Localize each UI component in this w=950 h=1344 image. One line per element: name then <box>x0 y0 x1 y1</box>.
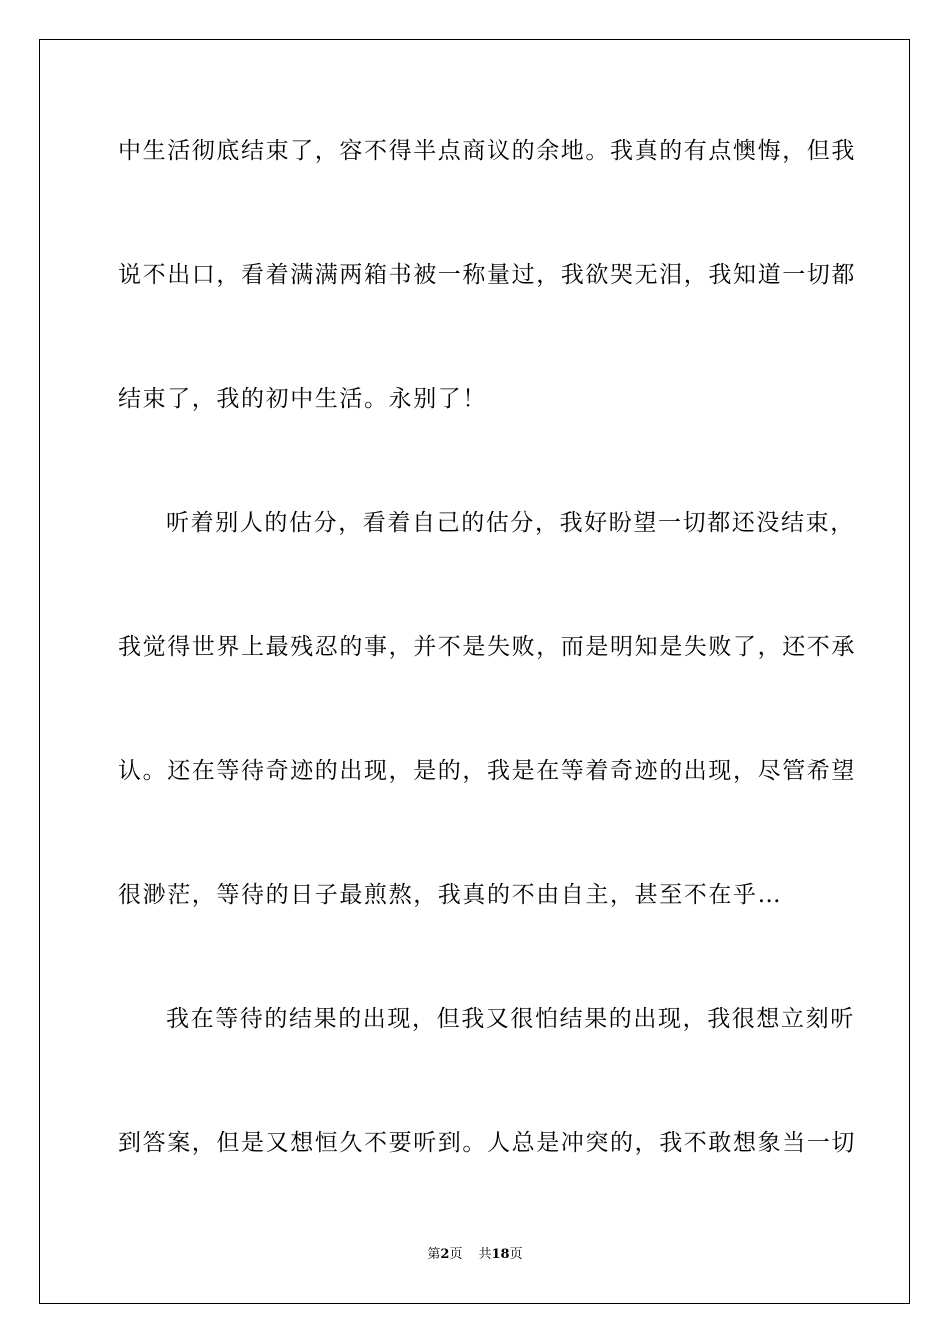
page-suffix: 页 <box>449 1247 463 1262</box>
text-line-1: 中生活彻底结束了，容不得半点商议的余地。我真的有点懊悔，但我 <box>118 138 856 164</box>
text-line-7: 很渺茫，等待的日子最煎熬，我真的不由自主，甚至不在乎… <box>118 882 783 908</box>
total-pages: 18 <box>491 1247 510 1262</box>
text-line-2: 说不出口，看着满满两箱书被一称量过，我欲哭无泪，我知道一切都 <box>118 262 856 288</box>
total-suffix: 页 <box>509 1247 523 1262</box>
total-prefix: 共 <box>478 1247 492 1262</box>
text-line-5: 我觉得世界上最残忍的事，并不是失败，而是明知是失败了，还不承 <box>118 634 856 660</box>
page-number: 2 <box>440 1247 450 1262</box>
text-line-9: 到答案，但是又想恒久不要听到。人总是冲突的，我不敢想象当一切 <box>118 1130 856 1156</box>
text-line-8: 我在等待的结果的出现，但我又很怕结果的出现，我很想立刻听 <box>166 1006 855 1032</box>
text-line-4: 听着别人的估分，看着自己的估分，我好盼望一切都还没结束， <box>166 510 855 536</box>
page-prefix: 第 <box>427 1247 441 1262</box>
page-footer <box>0 1246 950 1264</box>
page-border <box>39 39 910 1304</box>
text-line-6: 认。还在等待奇迹的出现，是的，我是在等着奇迹的出现，尽管希望 <box>118 758 856 784</box>
text-line-3: 结束了，我的初中生活。永别了！ <box>118 386 487 412</box>
